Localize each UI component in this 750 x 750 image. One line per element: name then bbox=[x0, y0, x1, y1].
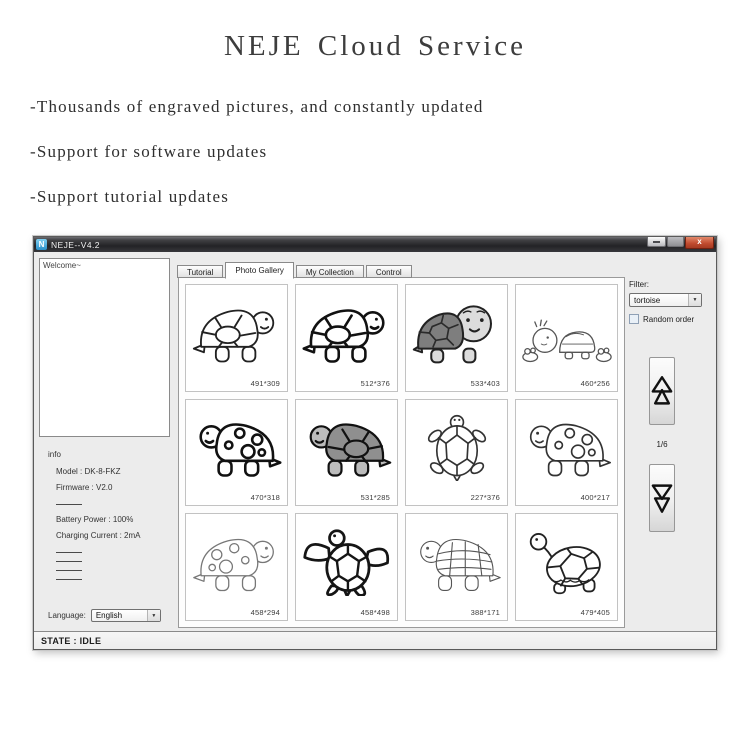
gallery-item[interactable] bbox=[405, 399, 508, 507]
gallery-item[interactable] bbox=[185, 513, 288, 621]
info-line: Model : DK-8-FKZ bbox=[56, 467, 121, 476]
info-separator bbox=[56, 561, 82, 562]
filter-select[interactable] bbox=[629, 293, 702, 307]
image-dimensions: 470*318 bbox=[250, 493, 280, 503]
info-separator bbox=[56, 552, 82, 553]
tab-my-collection[interactable]: My Collection bbox=[296, 265, 364, 278]
gallery-item[interactable] bbox=[405, 284, 508, 392]
page-title: NEJE Cloud Service bbox=[223, 30, 526, 62]
turtle-art bbox=[191, 528, 283, 596]
turtle-art bbox=[521, 528, 613, 596]
gallery-item[interactable] bbox=[295, 399, 398, 507]
feature-item: -Support tutorial updates bbox=[30, 187, 230, 206]
info-separator bbox=[56, 579, 82, 580]
language-value: English bbox=[95, 611, 123, 620]
gallery-item[interactable] bbox=[295, 284, 398, 392]
page-up-button[interactable] bbox=[649, 357, 675, 425]
feature-item: -Thousands of engraved pictures, and constantly updated bbox=[30, 97, 484, 116]
turtle-art bbox=[521, 413, 613, 481]
minimize-icon bbox=[653, 241, 660, 243]
language-label: Language: bbox=[48, 611, 86, 620]
info-line: Firmware : V2.0 bbox=[56, 483, 113, 492]
gallery-grid bbox=[179, 278, 624, 627]
app-window bbox=[33, 236, 717, 650]
minimize-button[interactable] bbox=[647, 237, 666, 247]
image-dimensions: 479*405 bbox=[580, 607, 610, 617]
language-select[interactable] bbox=[91, 609, 161, 622]
info-heading: info bbox=[48, 450, 61, 459]
random-order-checkbox[interactable] bbox=[629, 314, 639, 324]
filter-panel bbox=[629, 280, 717, 449]
language-row bbox=[48, 609, 161, 622]
double-triangle-down-icon bbox=[651, 483, 673, 513]
sidebar bbox=[39, 252, 172, 632]
gallery-item[interactable] bbox=[515, 513, 618, 621]
pager bbox=[646, 357, 678, 532]
image-dimensions: 400*217 bbox=[580, 493, 610, 503]
image-dimensions: 512*376 bbox=[360, 378, 390, 388]
turtle-art bbox=[411, 299, 503, 367]
device-info-section bbox=[39, 464, 172, 587]
chevron-down-icon: ▼ bbox=[147, 610, 160, 621]
gallery-item[interactable] bbox=[405, 513, 508, 621]
tab-tutorial[interactable]: Tutorial bbox=[177, 265, 223, 278]
feature-item: -Support for software updates bbox=[30, 142, 268, 161]
status-text: STATE : IDLE bbox=[41, 635, 102, 646]
image-dimensions: 458*498 bbox=[360, 607, 390, 617]
turtle-art bbox=[301, 413, 393, 481]
gallery-item[interactable] bbox=[185, 399, 288, 507]
gallery-item[interactable] bbox=[295, 513, 398, 621]
filter-value: tortoise bbox=[634, 295, 661, 305]
welcome-panel[interactable]: Welcome~ bbox=[39, 258, 170, 437]
image-dimensions: 531*285 bbox=[360, 493, 390, 503]
turtle-art bbox=[191, 413, 283, 481]
image-dimensions: 460*256 bbox=[580, 378, 610, 388]
info-line: Battery Power : 100% bbox=[56, 515, 134, 524]
turtle-art bbox=[411, 528, 503, 596]
turtle-art bbox=[521, 299, 613, 367]
feature-list bbox=[30, 97, 720, 207]
close-icon: x bbox=[697, 237, 702, 246]
turtle-art bbox=[411, 413, 503, 481]
info-line: Charging Current : 2mA bbox=[56, 531, 141, 540]
page-down-button[interactable] bbox=[649, 464, 675, 532]
window-controls bbox=[647, 237, 714, 252]
image-dimensions: 388*171 bbox=[470, 607, 500, 617]
turtle-art bbox=[191, 299, 283, 367]
app-logo-icon: N bbox=[36, 239, 47, 250]
page-indicator: 1/6 bbox=[656, 440, 668, 449]
info-separator bbox=[56, 504, 82, 505]
tabbar bbox=[177, 260, 414, 278]
turtle-art bbox=[301, 299, 393, 367]
gallery-panel bbox=[178, 277, 625, 628]
random-order-label: Random order bbox=[643, 314, 695, 324]
gallery-item[interactable] bbox=[515, 284, 618, 392]
maximize-button[interactable] bbox=[667, 237, 684, 247]
tab-photo-gallery[interactable]: Photo Gallery bbox=[225, 262, 293, 279]
filter-label: Filter: bbox=[629, 280, 649, 289]
random-order-option bbox=[629, 314, 717, 324]
gallery-item[interactable] bbox=[185, 284, 288, 392]
hero-section bbox=[30, 30, 720, 232]
double-triangle-up-icon bbox=[651, 376, 673, 406]
close-button[interactable] bbox=[685, 237, 714, 249]
turtle-art bbox=[301, 528, 393, 596]
image-dimensions: 491*309 bbox=[250, 378, 280, 388]
info-separator bbox=[56, 570, 82, 571]
gallery-item[interactable] bbox=[515, 399, 618, 507]
titlebar[interactable] bbox=[34, 237, 716, 252]
image-dimensions: 533*403 bbox=[470, 378, 500, 388]
chevron-down-icon: ▼ bbox=[688, 294, 701, 306]
window-title: NEJE--V4.2 bbox=[51, 239, 100, 250]
image-dimensions: 227*376 bbox=[470, 493, 500, 503]
statusbar bbox=[34, 631, 716, 649]
image-dimensions: 458*294 bbox=[250, 607, 280, 617]
tab-control[interactable]: Control bbox=[366, 265, 412, 278]
